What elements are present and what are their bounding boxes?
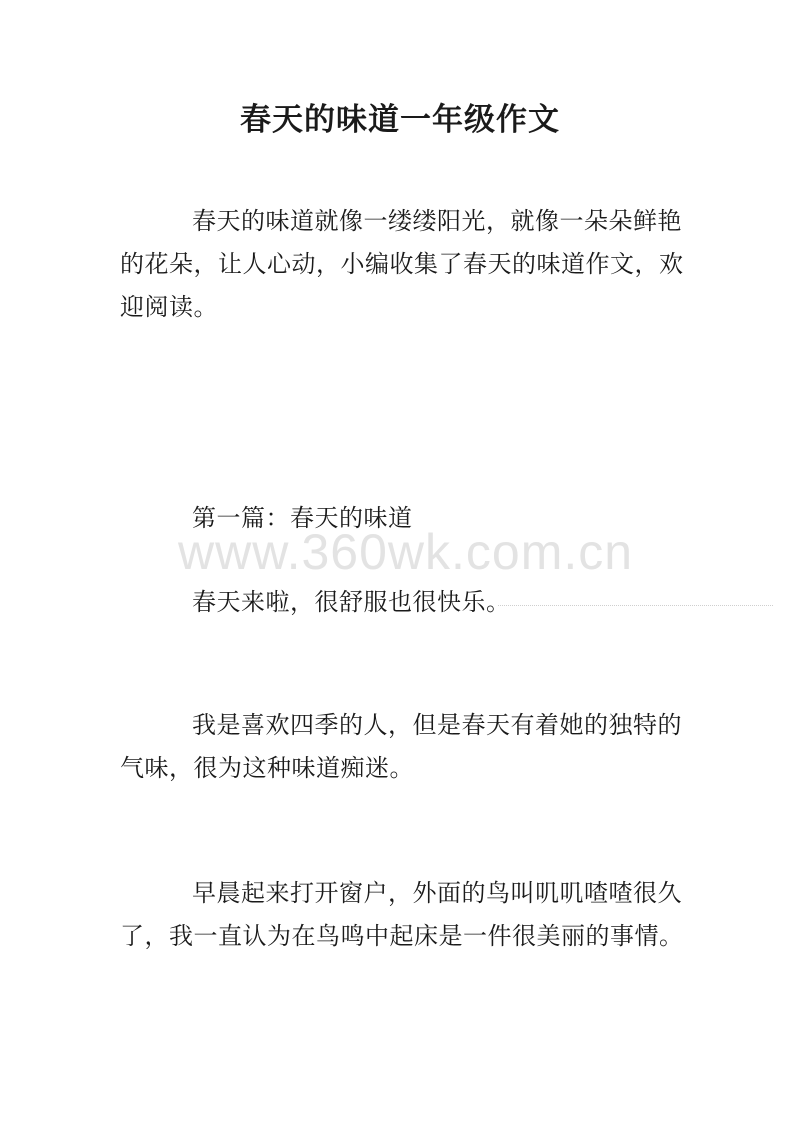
document-title: 春天的味道一年级作文 [240, 102, 560, 138]
intro-paragraph: 春天的味道就像一缕缕阳光，就像一朵朵鲜艳的花朵，让人心动，小编收集了春天的味道作文，欢迎阅读。 [120, 207, 684, 321]
watermark-text: www.360wk.com.cn [178, 524, 634, 580]
section-heading: 第一篇：春天的味道 [192, 504, 413, 532]
dotted-divider [498, 605, 773, 606]
body-paragraph: 早晨起来打开窗户，外面的鸟叫叽叽喳喳很久了，我一直认为在鸟鸣中起床是一件很美丽的事情。 [120, 879, 684, 950]
body-paragraph: 我是喜欢四季的人，但是春天有着她的独特的气味，很为这种味道痴迷。 [120, 711, 682, 782]
body-paragraph: 春天来啦，很舒服也很快乐。 [192, 588, 511, 616]
